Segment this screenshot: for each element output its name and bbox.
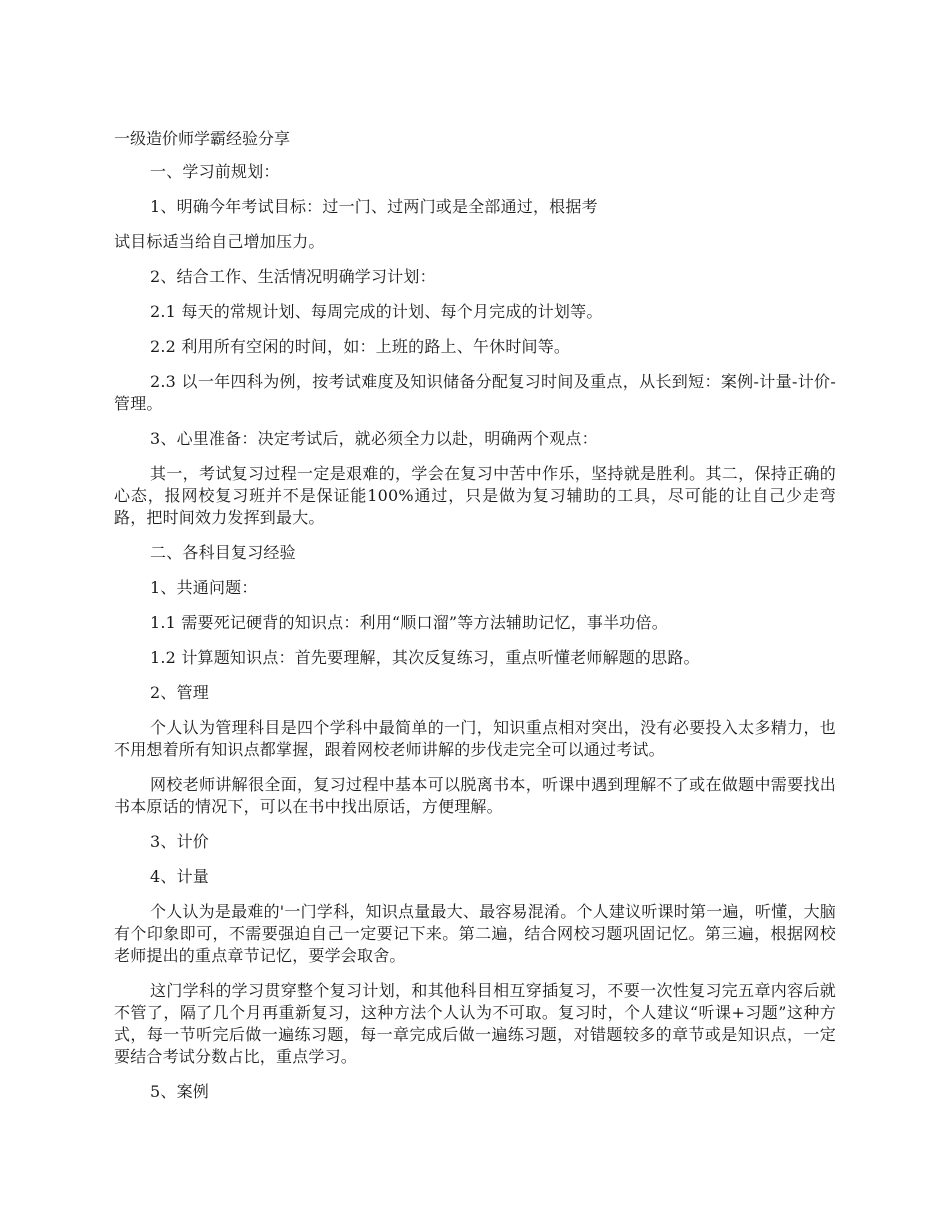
paragraph: 一、学习前规划：	[150, 162, 280, 181]
paragraph-list	[114, 161, 836, 1103]
paragraph: 网校老师讲解很全面，复习过程中基本可以脱离书本，听课中遇到理解不了或在做题中需要找出书本原话的情况下，可以在书中找出原话，方便理解。	[114, 775, 836, 816]
paragraph: 这门学科的学习贯穿整个复习计划，和其他科目相互穿插复习，不要一次性复习完五章内容后就不管了，隔了几个月再重新复习，这种方法个人认为不可取。复习时，个人建议“听课+习题”这种方式，每一节听完后做一遍练习题，每一章完成后做一遍练习题，对错题较多的章节或是知识点，一定要结合考试分数占比，重点学习。	[114, 981, 836, 1066]
paragraph: 1.1 需要死记硬背的知识点：利用“顺口溜”等方法辅助记忆，事半功倍。	[150, 613, 668, 632]
paragraph: 2.1 每天的常规计划、每周完成的计划、每个月完成的计划等。	[150, 302, 603, 321]
paragraph: 2.2 利用所有空闲的时间，如：上班的路上、午休时间等。	[150, 337, 571, 356]
paragraph: 3、心里准备：决定考试后，就必须全力以赴，明确两个观点：	[150, 429, 598, 448]
paragraph: 个人认为管理科目是四个学科中最简单的一门，知识重点相对突出，没有必要投入太多精力，也不用想着所有知识点都掌握，跟着网校老师讲解的步伐走完全可以通过考试。	[114, 718, 836, 759]
paragraph: 4、计量	[150, 867, 209, 886]
paragraph: 二、各科目复习经验	[150, 543, 296, 562]
paragraph: 1、明确今年考试目标：过一门、过两门或是全部通过，根据考	[150, 197, 598, 216]
paragraph: 1、共通问题：	[150, 578, 258, 597]
paragraph: 其一，考试复习过程一定是艰难的，学会在复习中苦中作乐，坚持就是胜利。其二，保持正确的心态，报网校复习班并不是保证能100%通过，只是做为复习辅助的工具，尽可能的让自己少走弯路，把时间效力发挥到最大。	[114, 464, 836, 527]
document-title: 一级造价师学霸经验分享	[114, 129, 291, 148]
paragraph: 1.2 计算题知识点：首先要理解，其次反复练习，重点听懂老师解题的思路。	[150, 648, 700, 667]
paragraph: 2.3 以一年四科为例，按考试难度及知识储备分配复习时间及重点，从长到短：案例-计量-计价-管理。	[114, 372, 836, 413]
paragraph: 3、计价	[150, 832, 209, 851]
paragraph: 个人认为是最难的'一门学科，知识点量最大、最容易混淆。个人建议听课时第一遍，听懂，大脑有个印象即可，不需要强迫自己一定要记下来。第二遍，结合网校习题巩固记忆。第三遍，根据网校老师提出的重点章节记忆，要学会取舍。	[114, 902, 836, 965]
document-body	[114, 126, 836, 1116]
paragraph: 试目标适当给自己增加压力。	[114, 232, 325, 251]
paragraph: 5、案例	[150, 1082, 209, 1101]
paragraph: 2、管理	[150, 683, 209, 702]
paragraph: 2、结合工作、生活情况明确学习计划：	[150, 267, 436, 286]
